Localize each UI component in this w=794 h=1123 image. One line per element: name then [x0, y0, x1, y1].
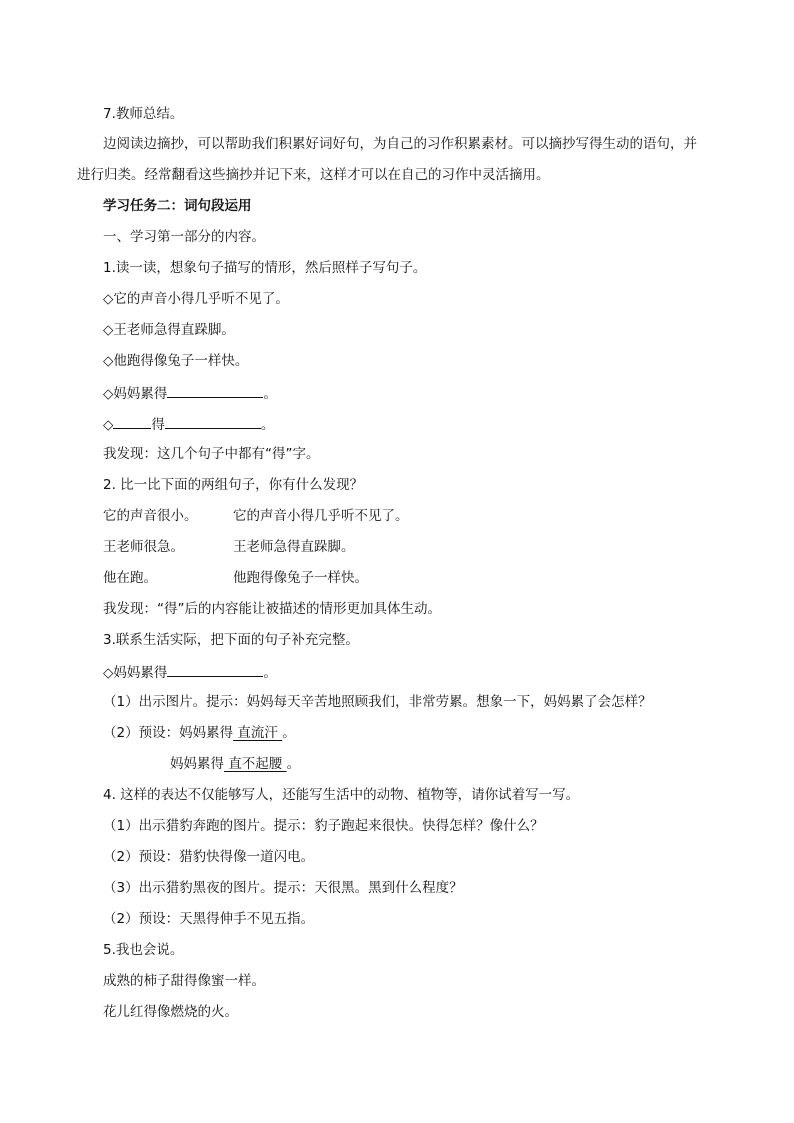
- task2-part1: 一、学习第一部分的内容。: [103, 229, 265, 245]
- summary-heading: 7.教师总结。: [103, 106, 184, 122]
- q3-step-2b: [170, 755, 300, 773]
- answer-blank[interactable]: [167, 662, 263, 677]
- q2-pair-1-short: 它的声音很小。: [103, 508, 198, 524]
- q3-fill-suffix: 。: [263, 665, 277, 681]
- q1-instruction: 1.读一读，想象句子描写的情形，然后照样子写句子。: [103, 260, 427, 276]
- q4-step-2: （2）预设：猎豹快得像一道闪电。: [103, 849, 315, 865]
- q4-step-3: （3）出示猎豹黑夜的图片。提示：天很黑。黑到什么程度？: [103, 880, 463, 896]
- answer-blank[interactable]: [113, 414, 151, 429]
- q1-finding: 我发现：这几个句子中都有“得”字。: [103, 446, 320, 462]
- q3-step2-suffix: 。: [282, 725, 296, 741]
- answer-blank[interactable]: [167, 383, 263, 398]
- q5-line-2: 花儿红得像燃烧的火。: [103, 1004, 238, 1020]
- q3-step2b-answer: 直不起腰: [224, 756, 287, 772]
- q3-step-1: （1）出示图片。提示：妈妈每天辛苦地照顾我们，非常劳累。想象一下，妈妈累了会怎样？: [103, 694, 652, 710]
- q2-pair-2-short: 王老师很急。: [103, 539, 184, 555]
- q3-step2b-prefix: 妈妈累得: [170, 756, 224, 772]
- q4-step-1: （1）出示猎豹奔跑的图片。提示：豹子跑起来很快。快得怎样？像什么？: [103, 818, 544, 834]
- q1-fill2-prefix: ◇: [103, 417, 114, 433]
- q3-step2b-suffix: 。: [286, 756, 301, 772]
- q1-fill1-prefix: ◇妈妈累得: [103, 386, 168, 402]
- q3-fill-line: [103, 662, 277, 682]
- task2-title: 学习任务二：词句段运用: [103, 198, 252, 214]
- answer-blank[interactable]: [165, 414, 261, 429]
- q1-fill2-suffix: 。: [260, 417, 275, 433]
- q5-line-1: 成熟的柿子甜得像蜜一样。: [103, 973, 265, 989]
- q3-step2-prefix: （2）预设：妈妈累得: [103, 725, 234, 741]
- q2-finding: 我发现：“得”后的内容能让被描述的情形更加具体生动。: [103, 601, 441, 617]
- q1-fill-line-2: [103, 414, 274, 434]
- q3-step2-answer: 直流汗: [233, 725, 283, 741]
- q2-instruction: 2. 比一比下面的两组句子，你有什么发现？: [103, 477, 364, 493]
- q4-step-4: （2）预设：天黑得伸手不见五指。: [103, 911, 315, 927]
- q5-instruction: 5.我也会说。: [103, 942, 184, 958]
- q1-example-2: ◇王老师急得直跺脚。: [103, 322, 235, 338]
- q3-fill-prefix: ◇妈妈累得: [103, 665, 168, 681]
- q2-pair-3-short: 他在跑。: [103, 570, 157, 586]
- q3-instruction: 3.联系生活实际，把下面的句子补充完整。: [103, 632, 359, 648]
- q1-fill2-mid: 得: [151, 417, 165, 433]
- q2-pair-2-long: 王老师急得直跺脚。: [233, 539, 355, 555]
- q1-example-3: ◇他跑得像兔子一样快。: [103, 353, 249, 369]
- summary-paragraph-line-1: 边阅读边摘抄，可以帮助我们积累好词好句，为自己的习作积累素材。可以摘抄写得生动的语句，并: [103, 136, 697, 152]
- q4-instruction: 4. 这样的表达不仅能够写人，还能写生活中的动物、植物等，请你试着写一写。: [103, 787, 580, 803]
- q3-step-2: [103, 724, 296, 742]
- q1-example-1: ◇它的声音小得几乎听不见了。: [103, 291, 289, 307]
- summary-paragraph-line-2: 进行归类。经常翻看这些摘抄并记下来，这样才可以在自己的习作中灵活摘用。: [77, 167, 550, 183]
- q2-pair-3-long: 他跑得像兔子一样快。: [233, 570, 368, 586]
- q1-fill-line-1: [103, 383, 277, 403]
- q2-pair-1-long: 它的声音小得几乎听不见了。: [233, 508, 409, 524]
- q1-fill1-suffix: 。: [263, 386, 277, 402]
